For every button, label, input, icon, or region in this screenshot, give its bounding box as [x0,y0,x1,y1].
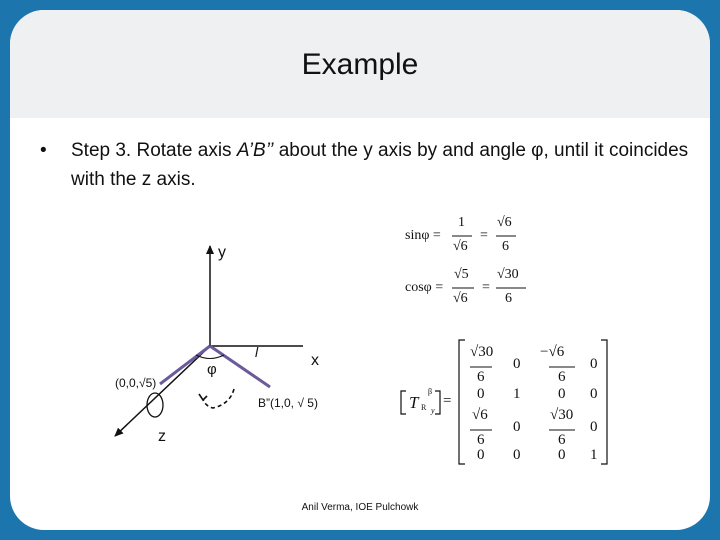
footer-author: Anil Verma, IOE Pulchowk [301,502,419,513]
bullet-axis-name: A’B’’ [236,140,274,161]
sin-lhs: sinφ = [405,228,441,243]
sin-equals: = [480,228,488,243]
matrix-equals: = [443,393,452,409]
matrix-r3c4: 0 [590,419,598,435]
cos-result-den: 6 [505,291,512,306]
point-b-label: B”(1,0, √ 5) [258,396,318,410]
matrix-r2c3: 0 [558,386,566,402]
y-axis-label: y [218,244,226,261]
matrix-r1c3-den: 6 [558,369,566,385]
point-a-label: (0,0,√5) [115,376,157,390]
bullet-marker: • [40,140,47,161]
matrix-r4c1: 0 [477,447,485,463]
line-l-label: l [255,344,259,360]
matrix-r1c1-num: √30 [470,344,494,360]
sin-fraction-num: 1 [458,215,465,230]
z-axis-label: z [158,428,166,445]
bullet-text-start: Step 3. Rotate axis [71,140,237,161]
matrix-subscript: R [421,403,427,412]
matrix-r1c2: 0 [513,356,521,372]
slide-title: Example [301,48,419,81]
cos-fraction-num: √5 [454,267,469,282]
angle-phi-label: φ [207,361,217,378]
matrix-r3c2: 0 [513,419,521,435]
matrix-r1c1-den: 6 [477,369,485,385]
sin-fraction-den: √6 [453,239,468,254]
matrix-r3c1-num: √6 [472,407,488,423]
matrix-r3c3-num: √30 [550,407,574,423]
matrix-r2c1: 0 [477,386,485,402]
matrix-r4c2: 0 [513,447,521,463]
bullet-text-end: about the y axis by and angle φ, until it coincides with the z axis. [71,140,689,190]
matrix-r3c3-den: 6 [558,432,566,448]
sin-result-num: √6 [497,215,512,230]
cos-equals: = [482,280,490,295]
matrix-symbol: T [409,393,419,412]
matrix-r3c1-den: 6 [477,432,485,448]
cos-result-num: √30 [497,267,519,282]
matrix-r1c3-num: −√6 [540,344,565,360]
matrix-r2c2: 1 [513,386,521,402]
matrix-r4c3: 0 [558,447,566,463]
sin-result-den: 6 [502,239,509,254]
matrix-r2c4: 0 [590,386,598,402]
matrix-r4c4: 1 [590,447,598,463]
cos-lhs: cosφ = [405,280,444,295]
matrix-r1c4: 0 [590,356,598,372]
cos-fraction-den: √6 [453,291,468,306]
matrix-superscript: β [428,387,433,396]
matrix-subscript-axis: y [431,406,435,415]
x-axis-label: x [311,352,319,369]
